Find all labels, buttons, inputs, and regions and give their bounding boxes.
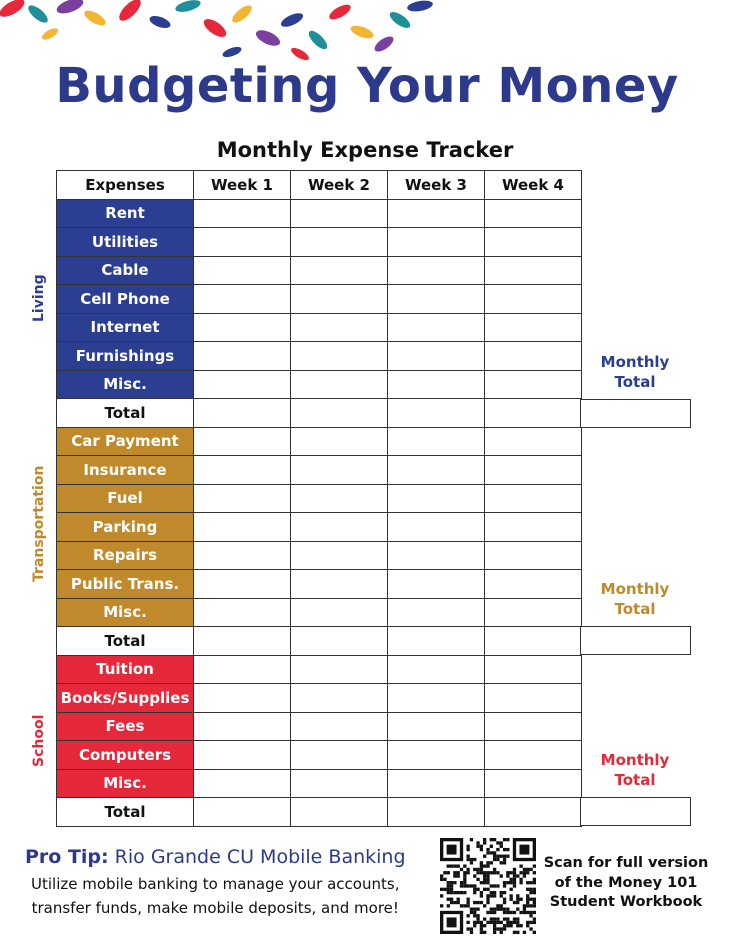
expense-category-label: Misc. <box>57 598 194 627</box>
week-amount-cell[interactable] <box>388 598 485 627</box>
section-label-living: Living <box>31 274 47 322</box>
week-amount-cell[interactable] <box>194 370 291 399</box>
expense-category-label: Books/Supplies <box>57 684 194 713</box>
expense-category-label: Furnishings <box>57 342 194 371</box>
week-amount-cell[interactable] <box>485 256 582 285</box>
week-amount-cell[interactable] <box>194 598 291 627</box>
page-title: Budgeting Your Money <box>55 58 679 114</box>
table-row <box>57 484 582 513</box>
qr-code-icon[interactable] <box>440 838 536 934</box>
section-label-school: School <box>31 714 47 767</box>
week-amount-cell[interactable] <box>291 655 388 684</box>
week-total-cell[interactable] <box>291 399 388 428</box>
pro-tip-body: Utilize mobile banking to manage your accounts, transfer funds, make mobile deposits, and more! <box>31 875 400 917</box>
expense-category-label: Rent <box>57 199 194 228</box>
column-header: Week 2 <box>291 171 388 200</box>
expense-category-label: Cable <box>57 256 194 285</box>
week-amount-cell[interactable] <box>485 456 582 485</box>
week-amount-cell[interactable] <box>291 570 388 599</box>
week-total-cell[interactable] <box>388 627 485 656</box>
week-total-cell[interactable] <box>485 798 582 827</box>
expense-category-label: Parking <box>57 513 194 542</box>
week-amount-cell[interactable] <box>291 228 388 257</box>
week-amount-cell[interactable] <box>291 456 388 485</box>
table-row <box>57 456 582 485</box>
week-amount-cell[interactable] <box>485 769 582 798</box>
week-amount-cell[interactable] <box>194 228 291 257</box>
week-amount-cell[interactable] <box>194 541 291 570</box>
week-amount-cell[interactable] <box>291 370 388 399</box>
week-amount-cell[interactable] <box>388 285 485 314</box>
monthly-total-label-living: Monthly Total <box>600 353 670 391</box>
expense-category-label: Car Payment <box>57 427 194 456</box>
week-amount-cell[interactable] <box>388 712 485 741</box>
total-label: Total <box>57 798 194 827</box>
table-row <box>57 228 582 257</box>
expense-category-label: Public Trans. <box>57 570 194 599</box>
table-row <box>57 256 582 285</box>
week-amount-cell[interactable] <box>485 484 582 513</box>
expense-category-label: Internet <box>57 313 194 342</box>
week-total-cell[interactable] <box>388 399 485 428</box>
week-amount-cell[interactable] <box>388 256 485 285</box>
table-row <box>57 427 582 456</box>
week-total-cell[interactable] <box>194 627 291 656</box>
expense-category-label: Misc. <box>57 370 194 399</box>
week-amount-cell[interactable] <box>485 570 582 599</box>
monthly-total-field-school[interactable] <box>580 797 691 826</box>
table-row <box>57 313 582 342</box>
week-amount-cell[interactable] <box>485 741 582 770</box>
monthly-total-field-transportation[interactable] <box>580 626 691 655</box>
week-amount-cell[interactable] <box>194 570 291 599</box>
week-amount-cell[interactable] <box>485 370 582 399</box>
week-amount-cell[interactable] <box>194 513 291 542</box>
week-amount-cell[interactable] <box>388 228 485 257</box>
total-label: Total <box>57 399 194 428</box>
week-amount-cell[interactable] <box>388 513 485 542</box>
table-row <box>57 342 582 371</box>
week-amount-cell[interactable] <box>291 769 388 798</box>
column-header: Expenses <box>57 171 194 200</box>
week-total-cell[interactable] <box>388 798 485 827</box>
week-amount-cell[interactable] <box>485 541 582 570</box>
week-amount-cell[interactable] <box>194 769 291 798</box>
table-row <box>57 712 582 741</box>
total-row <box>57 798 582 827</box>
week-amount-cell[interactable] <box>194 684 291 713</box>
week-amount-cell[interactable] <box>388 541 485 570</box>
table-row <box>57 570 582 599</box>
week-total-cell[interactable] <box>291 798 388 827</box>
expense-category-label: Utilities <box>57 228 194 257</box>
week-amount-cell[interactable] <box>194 256 291 285</box>
week-amount-cell[interactable] <box>485 684 582 713</box>
week-amount-cell[interactable] <box>388 427 485 456</box>
week-amount-cell[interactable] <box>291 598 388 627</box>
table-row <box>57 741 582 770</box>
expense-category-label: Tuition <box>57 655 194 684</box>
section-label-transportation: Transportation <box>31 465 47 582</box>
week-amount-cell[interactable] <box>388 199 485 228</box>
total-row <box>57 627 582 656</box>
total-row <box>57 399 582 428</box>
scan-caption: Scan for full version of the Money 101 Student Workbook <box>543 855 709 910</box>
week-amount-cell[interactable] <box>388 684 485 713</box>
week-total-cell[interactable] <box>194 399 291 428</box>
week-amount-cell[interactable] <box>291 342 388 371</box>
week-amount-cell[interactable] <box>485 598 582 627</box>
table-row <box>57 598 582 627</box>
week-amount-cell[interactable] <box>388 313 485 342</box>
week-amount-cell[interactable] <box>291 427 388 456</box>
table-row <box>57 541 582 570</box>
week-amount-cell[interactable] <box>194 427 291 456</box>
pro-tip <box>25 846 406 920</box>
column-header: Week 3 <box>388 171 485 200</box>
week-amount-cell[interactable] <box>291 541 388 570</box>
week-amount-cell[interactable] <box>485 712 582 741</box>
table-header-row <box>57 171 582 200</box>
week-amount-cell[interactable] <box>485 427 582 456</box>
total-label: Total <box>57 627 194 656</box>
week-amount-cell[interactable] <box>194 456 291 485</box>
week-amount-cell[interactable] <box>485 199 582 228</box>
week-total-cell[interactable] <box>485 399 582 428</box>
expense-category-label: Repairs <box>57 541 194 570</box>
week-amount-cell[interactable] <box>291 741 388 770</box>
week-amount-cell[interactable] <box>388 456 485 485</box>
expense-tracker-table <box>56 170 582 827</box>
week-amount-cell[interactable] <box>291 513 388 542</box>
week-total-cell[interactable] <box>291 627 388 656</box>
week-amount-cell[interactable] <box>485 313 582 342</box>
week-amount-cell[interactable] <box>291 684 388 713</box>
column-header: Week 4 <box>485 171 582 200</box>
week-amount-cell[interactable] <box>485 285 582 314</box>
expense-category-label: Misc. <box>57 769 194 798</box>
table-row <box>57 199 582 228</box>
week-amount-cell[interactable] <box>485 513 582 542</box>
week-amount-cell[interactable] <box>194 741 291 770</box>
column-header: Week 1 <box>194 171 291 200</box>
week-amount-cell[interactable] <box>485 228 582 257</box>
table-row <box>57 285 582 314</box>
week-total-cell[interactable] <box>485 627 582 656</box>
week-amount-cell[interactable] <box>194 484 291 513</box>
monthly-total-label-transportation: Monthly Total <box>600 580 670 618</box>
week-amount-cell[interactable] <box>388 342 485 371</box>
week-amount-cell[interactable] <box>291 712 388 741</box>
table-row <box>57 655 582 684</box>
monthly-total-field-living[interactable] <box>580 399 691 428</box>
week-amount-cell[interactable] <box>291 256 388 285</box>
week-amount-cell[interactable] <box>388 655 485 684</box>
week-amount-cell[interactable] <box>485 342 582 371</box>
week-amount-cell[interactable] <box>194 655 291 684</box>
monthly-total-label-school: Monthly Total <box>600 751 670 789</box>
week-amount-cell[interactable] <box>291 484 388 513</box>
week-amount-cell[interactable] <box>194 199 291 228</box>
expense-category-label: Fees <box>57 712 194 741</box>
week-amount-cell[interactable] <box>485 655 582 684</box>
table-row <box>57 769 582 798</box>
table-row <box>57 370 582 399</box>
week-amount-cell[interactable] <box>388 769 485 798</box>
week-amount-cell[interactable] <box>388 484 485 513</box>
table-row <box>57 513 582 542</box>
expense-category-label: Fuel <box>57 484 194 513</box>
week-amount-cell[interactable] <box>194 285 291 314</box>
week-amount-cell[interactable] <box>194 712 291 741</box>
tracker-subtitle: Monthly Expense Tracker <box>216 138 514 162</box>
week-amount-cell[interactable] <box>388 741 485 770</box>
pro-tip-heading: Pro Tip: Rio Grande CU Mobile Banking <box>25 846 406 868</box>
table-row <box>57 684 582 713</box>
expense-category-label: Cell Phone <box>57 285 194 314</box>
week-amount-cell[interactable] <box>291 199 388 228</box>
week-amount-cell[interactable] <box>291 285 388 314</box>
expense-category-label: Insurance <box>57 456 194 485</box>
week-amount-cell[interactable] <box>291 313 388 342</box>
week-total-cell[interactable] <box>194 798 291 827</box>
week-amount-cell[interactable] <box>194 342 291 371</box>
expense-category-label: Computers <box>57 741 194 770</box>
week-amount-cell[interactable] <box>194 313 291 342</box>
week-amount-cell[interactable] <box>388 370 485 399</box>
week-amount-cell[interactable] <box>388 570 485 599</box>
